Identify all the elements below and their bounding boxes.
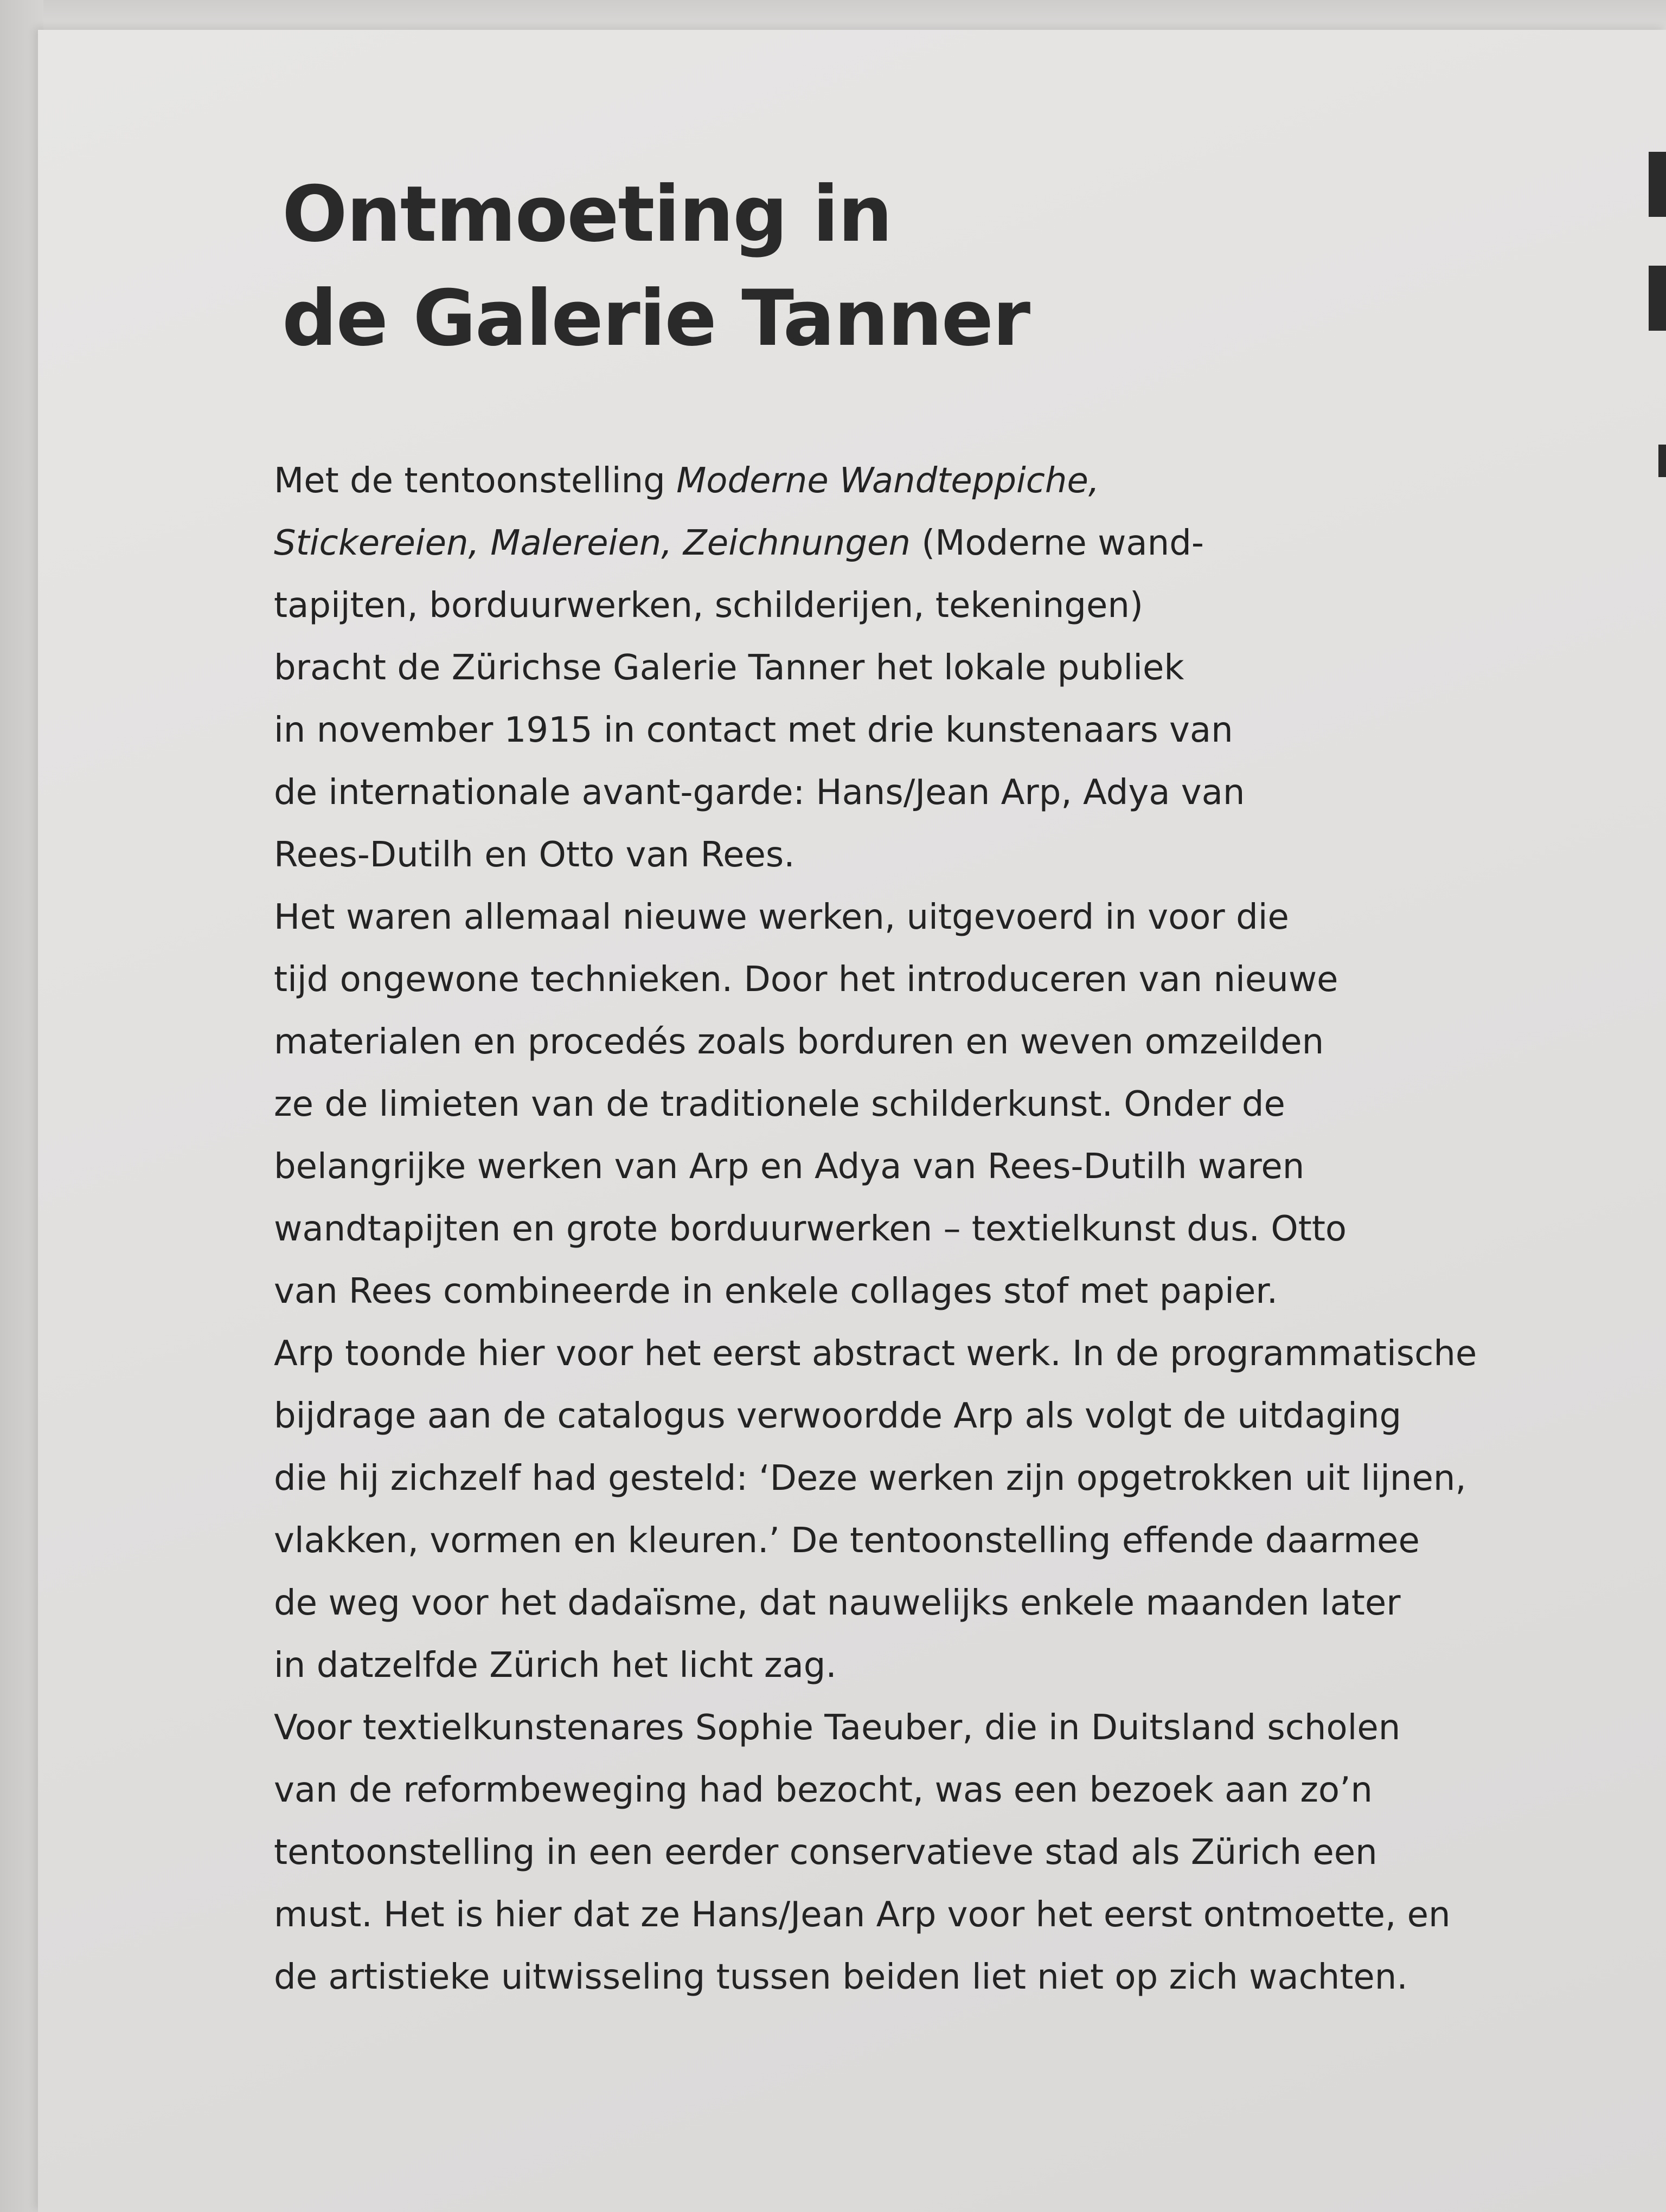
adjacent-panel-text-edge	[1649, 141, 1666, 520]
body-line: ze de limieten van de traditionele schilderkunst. Onder de	[274, 1084, 1285, 1124]
body-line: Arp toonde hier voor het eerst abstract werk. In de programmatische	[274, 1334, 1477, 1374]
body-line: tijd ongewone technieken. Door het introduceren van nieuwe	[274, 960, 1338, 1000]
body-line: de weg voor het dadaïsme, dat nauwelijks enkele maanden later	[274, 1583, 1401, 1623]
exhibition-title-italic: Stickereien, Malereien, Zeichnungen	[274, 523, 911, 563]
body-line-text: Met de tentoonstelling	[274, 461, 677, 501]
body-line: de internationale avant-garde: Hans/Jean Arp, Adya van	[274, 773, 1245, 813]
body-line: belangrijke werken van Arp en Adya van Rees-Dutilh waren	[274, 1147, 1305, 1187]
body-line: van Rees combineerde in enkele collages stof met papier.	[274, 1271, 1278, 1311]
body-line: materialen en procedés zoals borduren en weven omzeilden	[274, 1022, 1324, 1062]
adjacent-text-fragment	[1649, 266, 1666, 331]
panel-body-text	[274, 450, 1608, 2009]
body-line: in datzelfde Zürich het licht zag.	[274, 1645, 837, 1686]
body-line: Rees-Dutilh en Otto van Rees.	[274, 835, 795, 875]
body-line-text: (Moderne wand-	[910, 523, 1204, 563]
body-line: de artistieke uitwisseling tussen beiden liet niet op zich wachten.	[274, 1957, 1408, 1997]
adjacent-text-fragment	[1658, 445, 1666, 477]
body-line: tentoonstelling in een eerder conservatieve stad als Zürich een	[274, 1832, 1377, 1873]
body-line: tapijten, borduurwerken, schilderijen, tekeningen)	[274, 586, 1143, 626]
panel-title-line: Ontmoeting in	[282, 170, 892, 259]
body-line: bracht de Zürichse Galerie Tanner het lokale publiek	[274, 648, 1184, 688]
wall-background-left	[0, 0, 43, 2212]
body-line: die hij zichzelf had gesteld: ‘Deze werken zijn opgetrokken uit lijnen,	[274, 1458, 1466, 1499]
body-line: in november 1915 in contact met drie kunstenaars van	[274, 710, 1233, 750]
exhibition-title-italic: Moderne Wandteppiche,	[676, 461, 1100, 501]
body-line: vlakken, vormen en kleuren.’ De tentoonstelling effende daarmee	[274, 1521, 1420, 1561]
body-line: Voor textielkunstenares Sophie Taeuber, die in Duitsland scholen	[274, 1708, 1401, 1748]
panel-title	[282, 163, 1029, 371]
wall-background-top	[0, 0, 1666, 33]
body-line: wandtapijten en grote borduurwerken – textielkunst dus. Otto	[274, 1209, 1347, 1249]
body-line: van de reformbeweging had bezocht, was een bezoek aan zo’n	[274, 1770, 1373, 1810]
body-line	[274, 512, 1608, 575]
adjacent-text-fragment	[1649, 152, 1666, 217]
body-line	[274, 450, 1608, 512]
body-line: must. Het is hier dat ze Hans/Jean Arp voor het eerst ontmoette, en	[274, 1895, 1451, 1935]
body-line: bijdrage aan de catalogus verwoordde Arp als volgt de uitdaging	[274, 1396, 1402, 1436]
panel-title-line: de Galerie Tanner	[282, 274, 1030, 363]
body-line: Het waren allemaal nieuwe werken, uitgevoerd in voor die	[274, 897, 1289, 937]
